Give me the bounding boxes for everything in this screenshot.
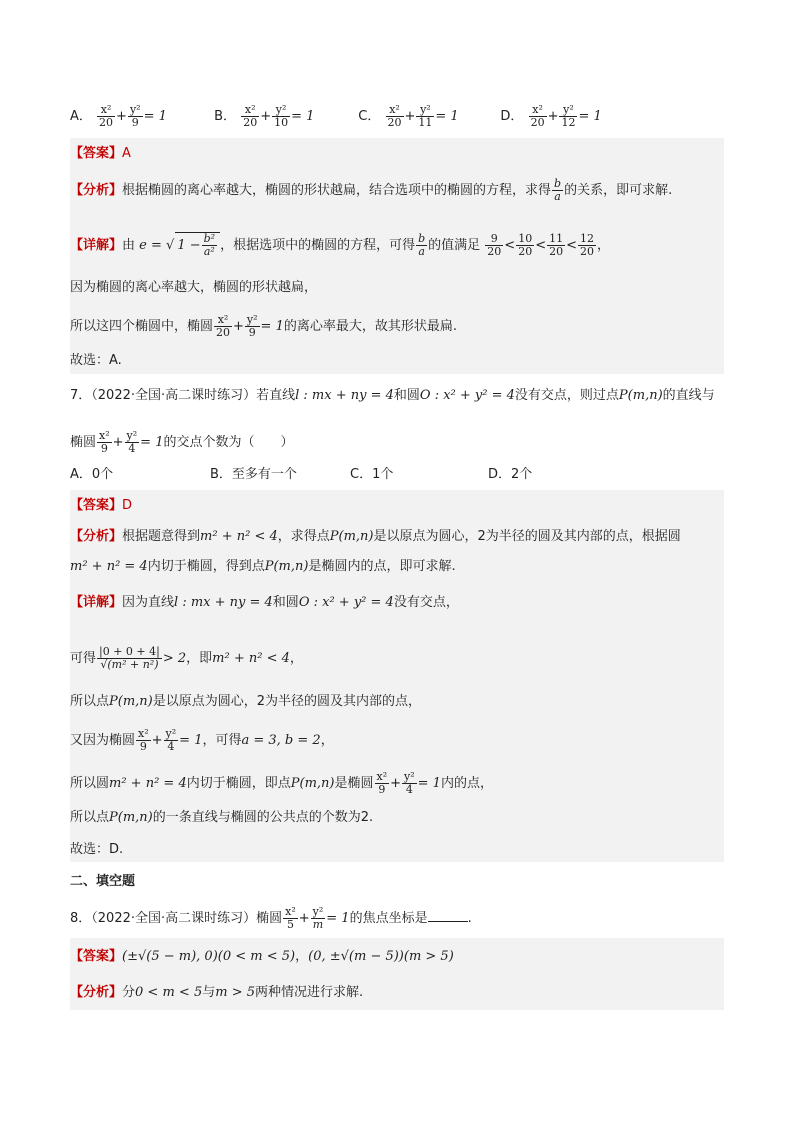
point-p: P(m,n) <box>618 388 663 403</box>
frac-num: x² <box>386 104 404 117</box>
analysis-text: 根据题意得到 <box>122 529 201 544</box>
q6-detail-1: 【详解】由 e = √ 1 − $\frac{\text{b²}}{\text{a²}}$ ，根据选项中的椭圆的方程，可得 $\frac{b}{a}$ 的值满足 $\frac{9}{20}$ < $\frac{10}{20}$ < $\frac{11}{20}$ < $\frac{12}{20}$ ， <box>70 232 611 258</box>
q7-option-d: D．2个 <box>488 467 533 482</box>
point-p: P(m,n) <box>290 776 335 791</box>
fraction: $\frac{b}{a}$ <box>418 232 426 258</box>
frac-den: a² <box>203 245 215 258</box>
option-label: C． <box>358 109 381 124</box>
answer-value: A <box>122 146 131 161</box>
fraction <box>547 233 565 258</box>
equals-one: = 1 <box>417 776 441 791</box>
detail-text: ， <box>597 238 611 253</box>
frac-den: 20 <box>530 116 545 129</box>
analysis-text: 根据椭圆的离心率越大，椭圆的形状越扁，结合选项中的椭圆的方程，求得 <box>122 183 552 198</box>
equals-one: = 1 <box>291 109 315 124</box>
detail-text: 因为直线 <box>122 595 175 610</box>
stem-text: 没有交点，则过点 <box>514 388 619 403</box>
answer-tag: 【答案】 <box>70 949 123 964</box>
frac-num: y² <box>126 429 138 442</box>
q6-analysis <box>70 178 672 203</box>
detail-text: 是椭圆 <box>334 776 374 791</box>
fraction <box>578 233 596 258</box>
fraction <box>375 771 390 796</box>
q7-stem-2: 椭圆 $\frac{\text{x²}}{9}$ + $\frac{\text{y²}}{4}$ = 1的交点个数为（ ） <box>70 429 294 455</box>
frac-num: 12 <box>580 232 595 245</box>
line-equation: l : mx + ny = 4 <box>174 595 273 610</box>
q6-option-a: A． $\frac{\text{x²}}{20}$ + $\frac{\text{y²}}{9}$ = 1 <box>70 103 167 129</box>
q6-answer <box>70 145 131 163</box>
fraction <box>97 430 112 455</box>
q8-stem: 8．（2022·全国·高二课时练习）椭圆 $\frac{\text{x²}}{5}$ + $\frac{\text{y²}}{m}$ = 1的焦点坐标是 . <box>70 905 472 931</box>
frac-den: 12 <box>561 116 576 129</box>
q6-option-d: D． $\frac{\text{x²}}{20}$ + $\frac{\text{y²}}{12}$ = 1 <box>500 103 602 129</box>
stem-text: 和圆 <box>393 388 420 403</box>
q7-detail-5: 所以圆m² + n² = 4内切于椭圆，即点P(m,n)是椭圆 $\frac{\text{x²}}{9}$ + $\frac{\text{y²}}{4}$ = 1内的点， <box>70 770 493 796</box>
detail-text: 所以圆 <box>70 776 110 791</box>
frac-den: 9 <box>139 740 147 753</box>
frac-num: y² <box>272 104 290 117</box>
frac-den: 11 <box>418 116 433 129</box>
q7-options <box>70 466 532 484</box>
fraction <box>416 104 434 129</box>
circle-equation: O : x² + y² = 4 <box>298 595 394 610</box>
analysis-text: ，求得点 <box>277 529 330 544</box>
frac-den: 4 <box>128 442 136 455</box>
frac-num: x² <box>529 104 547 117</box>
analysis-text: 与 <box>202 985 216 1000</box>
stem-text: 7．（2022·全国·高二课时练习）若直线 <box>70 388 296 403</box>
stem-text: . <box>467 911 472 926</box>
q7-detail-1 <box>70 594 459 612</box>
q8-answer <box>70 948 454 966</box>
math-expr: 1 − <box>177 238 201 253</box>
analysis-text: 是以原点为圆心，2为半径的圆及其内部的点，根据圆 <box>373 529 681 544</box>
detail-text: 由 <box>122 238 136 253</box>
math-expr: m² + n² < 4 <box>200 529 278 544</box>
answer-value: (±√(5 − m), 0)(0 < m < 5) <box>122 949 296 964</box>
fraction <box>283 906 298 931</box>
separator: ， <box>295 949 309 964</box>
analysis-tag: 【分析】 <box>70 529 123 544</box>
frac-den: 9 <box>248 326 256 339</box>
frac-den: 20 <box>549 245 564 258</box>
detail-text: 又因为椭圆 <box>70 733 136 748</box>
frac-den: 20 <box>99 116 114 129</box>
point-p: P(m,n) <box>109 810 153 825</box>
frac-den: 20 <box>487 245 502 258</box>
analysis-text: 两种情况进行求解. <box>255 985 364 1000</box>
q6-detail-3: 所以这四个椭圆中，椭圆 $\frac{\text{x²}}{20}$ + $\frac{\text{y²}}{9}$ = 1的离心率最大，故其形状最扁. <box>70 313 457 339</box>
detail-text: 所以点 <box>70 810 110 825</box>
fraction <box>97 646 162 671</box>
math-expr: a = 3, b = 2 <box>241 733 321 748</box>
frac-num: 11 <box>549 232 564 245</box>
analysis-text: 的关系，即可求解. <box>564 183 673 198</box>
stem-text: 椭圆 <box>70 435 97 450</box>
equals-one: = 1 <box>179 733 203 748</box>
q6-options <box>70 104 602 129</box>
q6-option-b: B． $\frac{\text{x²}}{20}$ + $\frac{\text{y²}}{10}$ = 1 <box>214 103 315 129</box>
detail-text: ，根据选项中的椭圆的方程，可得 <box>220 238 416 253</box>
answer-blank <box>428 909 468 922</box>
frac-num: y² <box>246 313 258 326</box>
equals-one: = 1 <box>326 911 350 926</box>
fraction <box>125 430 140 455</box>
frac-num: x² <box>138 727 149 740</box>
stem-text: 的直线与 <box>662 388 715 403</box>
fraction <box>164 728 179 753</box>
detail-text: 内的点， <box>440 776 493 791</box>
equals-one: = 1 <box>435 109 459 124</box>
q7-detail-7: 故选：D. <box>70 842 124 857</box>
section-heading: 二、填空题 <box>70 874 136 889</box>
frac-num: y² <box>559 104 577 117</box>
detail-text: 所以点 <box>70 694 110 709</box>
q7-option-c: C．1个 <box>350 467 394 482</box>
frac-num: 10 <box>518 232 533 245</box>
frac-num: x² <box>214 314 232 327</box>
q7-analysis-2 <box>70 558 456 576</box>
fraction <box>136 728 151 753</box>
q7-detail-6 <box>70 809 373 827</box>
q7-analysis-1 <box>70 528 681 546</box>
frac-den: 20 <box>518 245 533 258</box>
math-expr: m² + n² = 4 <box>109 776 187 791</box>
point-p: P(m,n) <box>264 559 309 574</box>
detail-text: 是以原点为圆心，2为半径的圆及其内部的点， <box>152 694 422 709</box>
stem-text: 的交点个数为（ ） <box>163 435 294 450</box>
math-expr: m² + n² < 4 <box>212 651 290 666</box>
answer-value: D <box>122 498 133 513</box>
fraction <box>529 104 547 129</box>
fraction <box>516 233 534 258</box>
frac-den: 10 <box>274 116 289 129</box>
q6-detail-4: 故选：A. <box>70 353 122 368</box>
detail-text: 可得 <box>70 651 97 666</box>
q6-detail-2: 因为椭圆的离心率越大，椭圆的形状越扁， <box>70 280 318 295</box>
detail-text: ，即 <box>186 651 213 666</box>
q7-option-b: B．至多有一个 <box>210 467 297 482</box>
fraction <box>311 906 326 931</box>
frac-num: x² <box>241 104 259 117</box>
frac-den: 20 <box>216 326 231 339</box>
detail-text: ，可得 <box>202 733 242 748</box>
detail-text: 所以这四个椭圆中，椭圆 <box>70 319 214 334</box>
frac-den: 20 <box>580 245 595 258</box>
math-expr: m > 5 <box>215 985 255 1000</box>
math-expr: e = <box>139 238 162 253</box>
q8-analysis <box>70 984 363 1002</box>
fraction <box>245 314 260 339</box>
equals-one: = 1 <box>140 435 164 450</box>
q7-detail-2 <box>70 646 303 671</box>
equals-one: = 1 <box>260 319 284 334</box>
detail-tag: 【详解】 <box>70 595 123 610</box>
point-p: P(m,n) <box>109 694 153 709</box>
frac-den: 20 <box>243 116 258 129</box>
answer-value: (0, ±√(m − 5))(m > 5) <box>308 949 454 964</box>
math-expr: > 2 <box>162 651 187 666</box>
frac-num: 9 <box>485 233 503 246</box>
sqrt-expr <box>175 232 220 258</box>
detail-text: 内切于椭圆，即点 <box>186 776 291 791</box>
frac-num: y² <box>416 104 434 117</box>
equals-one: = 1 <box>143 109 167 124</box>
detail-text: ， <box>320 733 334 748</box>
frac-num: b <box>554 177 562 190</box>
fraction <box>202 233 217 258</box>
frac-num: b² <box>203 232 216 245</box>
detail-text: ， <box>289 651 303 666</box>
fraction <box>559 104 577 129</box>
frac-den: √(m² + n²) <box>100 658 159 671</box>
analysis-text: 分 <box>122 985 136 1000</box>
detail-text: 的离心率最大，故其形状最扁. <box>283 319 457 334</box>
analysis-tag: 【分析】 <box>70 183 123 198</box>
fraction <box>241 104 259 129</box>
analysis-text: 是椭圆内的点，即可求解. <box>308 559 456 574</box>
fraction <box>485 233 503 258</box>
frac-num: x² <box>97 104 115 117</box>
frac-num: x² <box>376 770 388 783</box>
fraction <box>128 104 143 129</box>
frac-num: |0 + 0 + 4| <box>99 645 160 658</box>
fraction <box>552 178 563 203</box>
frac-num: y² <box>165 727 177 740</box>
detail-text: 的一条直线与椭圆的公共点的个数为2. <box>152 810 374 825</box>
frac-num: y² <box>129 103 141 116</box>
stem-text: 的焦点坐标是 <box>349 911 428 926</box>
frac-den: 4 <box>167 740 175 753</box>
frac-den: 9 <box>131 116 139 129</box>
fraction <box>214 314 232 339</box>
analysis-text: 内切于椭圆，得到点 <box>147 559 265 574</box>
point-p: P(m,n) <box>329 529 374 544</box>
frac-den: 9 <box>100 442 108 455</box>
frac-num: y² <box>312 905 324 918</box>
detail-text: 和圆 <box>272 595 299 610</box>
q7-detail-3 <box>70 693 421 711</box>
frac-den: 20 <box>387 116 402 129</box>
analysis-tag: 【分析】 <box>70 985 123 1000</box>
fraction <box>402 771 417 796</box>
frac-den: 4 <box>405 783 413 796</box>
answer-tag: 【答案】 <box>70 498 123 513</box>
frac-den: m <box>312 918 324 931</box>
fraction <box>386 104 404 129</box>
q7-answer <box>70 497 132 515</box>
circle-equation: O : x² + y² = 4 <box>419 388 515 403</box>
fraction <box>97 104 115 129</box>
frac-den: 9 <box>378 783 386 796</box>
option-label: B． <box>214 109 237 124</box>
q7-stem-1 <box>70 387 715 405</box>
frac-num: x² <box>285 905 296 918</box>
answer-tag: 【答案】 <box>70 146 123 161</box>
stem-text: 8．（2022·全国·高二课时练习）椭圆 <box>70 911 283 926</box>
detail-tag: 【详解】 <box>70 238 123 253</box>
detail-text: 没有交点， <box>393 595 459 610</box>
frac-den: a <box>554 190 561 203</box>
fraction <box>272 104 290 129</box>
frac-den: 5 <box>286 918 294 931</box>
frac-num: y² <box>404 770 415 783</box>
frac-num: x² <box>99 429 110 442</box>
option-label: A． <box>70 109 92 124</box>
line-equation: l : mx + ny = 4 <box>295 388 394 403</box>
q7-option-a: A．0个 <box>70 467 114 482</box>
q6-option-c: C． $\frac{\text{x²}}{20}$ + $\frac{\text{y²}}{11}$ = 1 <box>358 103 459 129</box>
option-label: D． <box>500 109 524 124</box>
detail-text: 的值满足 <box>428 238 481 253</box>
q7-detail-4: 又因为椭圆 $\frac{\text{x²}}{9}$ + $\frac{\text{y²}}{4}$ = 1，可得a = 3, b = 2， <box>70 727 334 753</box>
math-expr: 0 < m < 5 <box>135 985 203 1000</box>
equals-one: = 1 <box>578 109 602 124</box>
math-expr: m² + n² = 4 <box>70 559 148 574</box>
